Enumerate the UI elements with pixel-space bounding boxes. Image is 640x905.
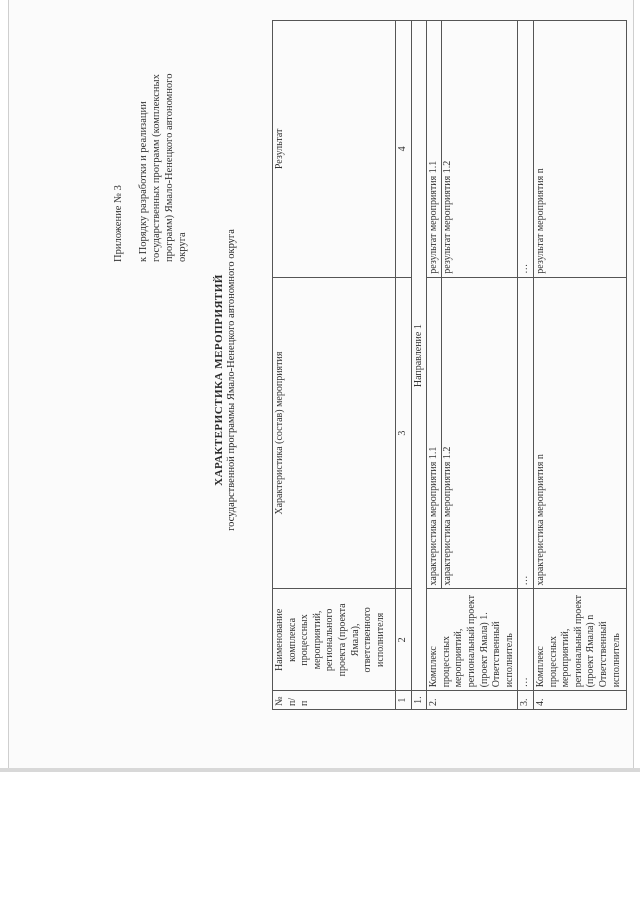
characteristic-item: характеристика мероприятия 1.1: [428, 446, 440, 586]
direction-row: [411, 21, 427, 710]
row-result: [427, 21, 518, 278]
column-numbers-row: [396, 21, 412, 710]
page-edge: [0, 768, 640, 772]
rotated-page-content: [20, 20, 620, 740]
header-name: Наименование комплекса процессных мероприятий, регионального проекта (проекта Ямала), ответственного исполнителя: [273, 589, 396, 691]
row-number: 4.: [533, 691, 626, 710]
column-number: 3: [396, 277, 412, 589]
table-row: [518, 21, 534, 710]
column-number: 1: [396, 691, 412, 710]
table-header-row: [273, 21, 396, 710]
header-characteristic: Характеристика (состав) мероприятия: [273, 277, 396, 589]
row-number: 3.: [518, 691, 534, 710]
row-characteristic: …: [518, 277, 534, 589]
row-name: …: [518, 589, 534, 691]
row-number: 2.: [427, 691, 518, 710]
header-number: № п/п: [273, 691, 396, 710]
column-number: 2: [396, 589, 412, 691]
characteristic-item: характеристика мероприятия 1.2: [441, 278, 455, 589]
direction-number: 1.: [411, 691, 427, 710]
row-characteristic: характеристика мероприятия n: [533, 277, 626, 589]
result-item: результат мероприятия 1.2: [441, 21, 455, 277]
row-name: Комплекс процессных мероприятий, региональный проект (проект Ямала) 1. Ответственный исполнитель: [427, 589, 518, 691]
row-characteristic: [427, 277, 518, 589]
header-result: Результат: [273, 21, 396, 278]
appendix-text: к Порядку разработки и реализации государственных программ (комплексных программ) Ямало-Ненецкого автономного округа: [138, 73, 188, 262]
row-name: Комплекс процессных мероприятий, региональный проект (проект Ямала) n Ответственный исполнитель: [533, 589, 626, 691]
document-title: ХАРАКТЕРИСТИКА МЕРОПРИЯТИЙ: [213, 274, 225, 486]
row-result: результат мероприятия n: [533, 21, 626, 278]
column-number: 4: [396, 21, 412, 278]
appendix-number: Приложение № 3: [113, 185, 124, 262]
document-subtitle: государственной программы Ямало-Ненецкого автономного округа: [226, 229, 237, 531]
table-row: [533, 21, 626, 710]
activities-table: [272, 20, 627, 710]
appendix-block: [112, 62, 189, 262]
row-result: …: [518, 21, 534, 278]
direction-label: Направление 1: [411, 21, 427, 691]
table-row: [427, 21, 518, 710]
result-item: результат мероприятия 1.1: [428, 160, 440, 274]
